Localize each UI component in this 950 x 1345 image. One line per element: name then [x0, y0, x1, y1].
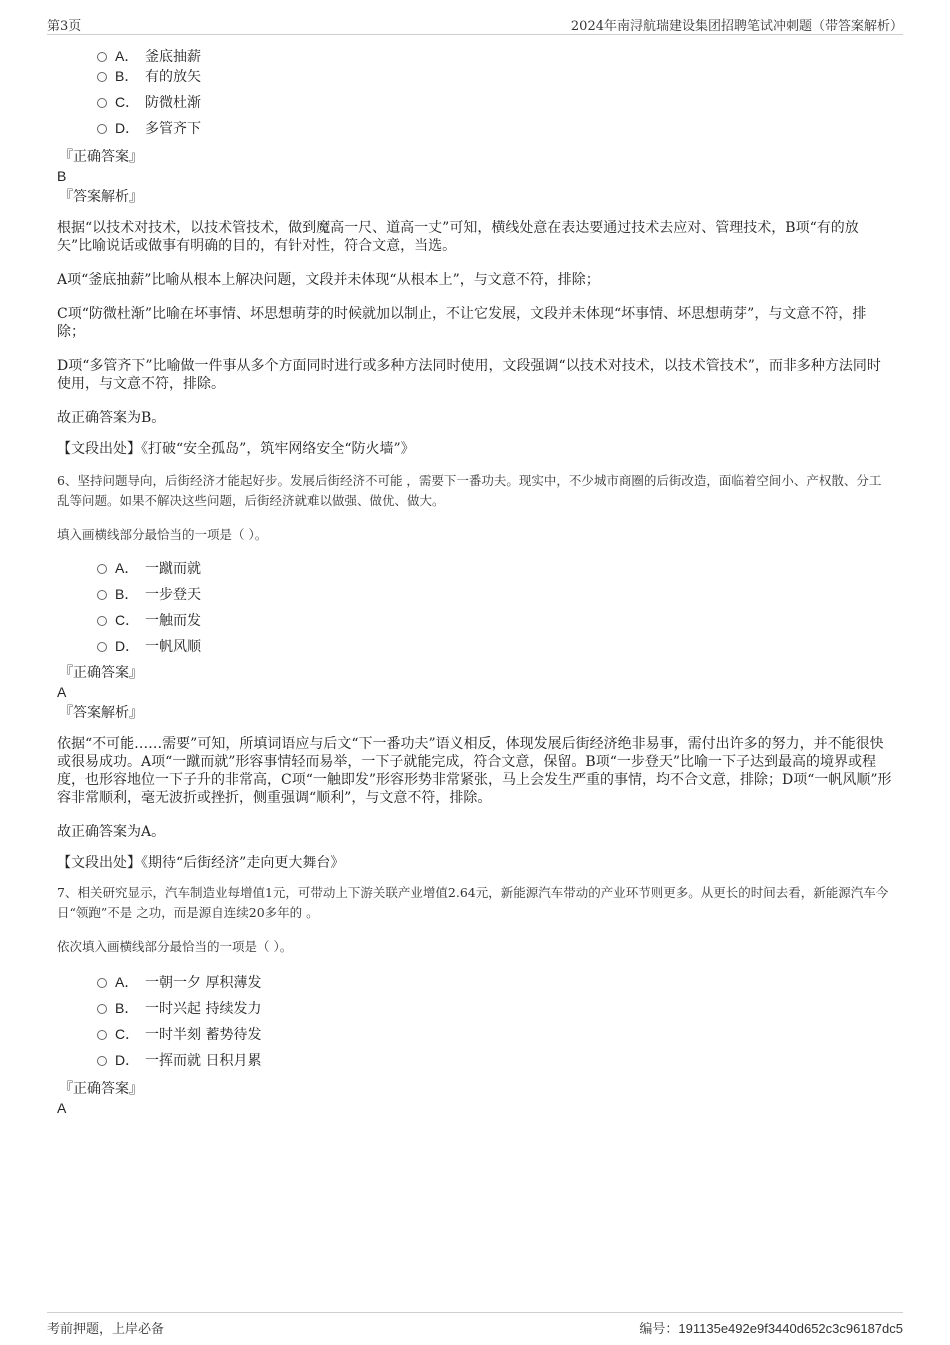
footer-slogan: 考前押题，上岸必备 — [47, 1322, 165, 1337]
radio-icon[interactable] — [97, 1004, 107, 1014]
q5-analysis-1: 根据“以技术对技术，以技术管技术，做到魔高一尺、道高一丈”可知，横线处意在表达要通过技术去应对、管理技术，B项“有的放矢”比喻说话或做事有明确的目的，有针对性，符合文意，当选。 — [57, 220, 859, 254]
document-title: 2024年南浔航瑞建设集团招聘笔试冲刺题（带答案解析） — [570, 19, 903, 34]
q7-option-a[interactable]: A． 一朝一夕 厚积薄发 — [97, 969, 893, 995]
q6-analysis-1: 依据“不可能……需要”可知，所填词语应与后文“下一番功夫”语义相反，体现发展后街经济绝非易事，需付出许多的努力，并不能很快或很易成功。A项“一蹴而就”形容事情轻而易举，一下子就能完成，符合文意，保留。B项“一步登天”比喻一下子达到最高的境界或程度，也形容地位一下子升的非常高，C项“一触即发”形容形势非常紧张，马上会发生严重的事情，均不合文意，排除；D项“一帆风顺”形容非常顺利，毫无波折或挫折，侧重强调“顺利”，与文意不符，排除。 — [57, 736, 892, 806]
q7-answer-label: 『正确答案』 — [59, 1081, 143, 1097]
q7-option-c[interactable]: C． 一时半刻 蓄势待发 — [97, 1021, 893, 1047]
page-footer — [47, 1312, 903, 1337]
q6-answer: A — [57, 684, 67, 700]
q6-option-a[interactable]: A． 一蹴而就 — [97, 555, 893, 581]
page-header — [47, 12, 903, 35]
document-id-value: 191135e492e9f3440d652c3c96187dc5 — [678, 1321, 903, 1336]
q7-option-b[interactable]: B． 一时兴起 持续发力 — [97, 995, 893, 1021]
q6-analysis-label: 『答案解析』 — [59, 705, 143, 721]
q5-analysis-3: C项“防微杜渐”比喻在坏事情、坏思想萌芽的时候就加以制止，不让它发展，文段并未体现“坏事情、坏思想萌芽”，与文意不符，排除； — [57, 306, 867, 340]
q6-answer-label: 『正确答案』 — [59, 665, 143, 681]
q5-options — [97, 43, 893, 141]
radio-icon[interactable] — [97, 590, 107, 600]
q5-analysis-2: A项“釜底抽薪”比喻从根本上解决问题，文段并未体现“从根本上”，与文意不符，排除； — [57, 272, 600, 288]
q5-option-b[interactable]: B． 有的放矢 — [97, 63, 893, 89]
radio-icon[interactable] — [97, 564, 107, 574]
q7-option-d[interactable]: D． 一挥而就 日积月累 — [97, 1047, 893, 1073]
q5-option-a[interactable]: A． 釜底抽薪 — [97, 43, 893, 69]
q6-options — [97, 555, 893, 659]
q6-option-d[interactable]: D． 一帆风顺 — [97, 633, 893, 659]
q7-question: 7、相关研究显示，汽车制造业每增值1元，可带动上下游关联产业增值2.64元，新能源汽车带动的产业环节则更多。从更长的时间去看，新能源汽车今日“领跑”不是 之功，而是源自连续20多年的 。 — [57, 885, 889, 920]
page-number: 第3页 — [47, 19, 82, 34]
q6-question: 6、坚持问题导向，后街经济才能起好步。发展后街经济不可能 ，需要下一番功夫。现实中，不少城市商圈的后街改造，面临着空间小、产权散、分工乱等问题。如果不解决这些问题，后街经济就难以做强、做优、做大。 — [57, 473, 882, 508]
radio-icon[interactable] — [97, 1056, 107, 1066]
q5-answer-label: 『正确答案』 — [59, 149, 143, 165]
radio-icon[interactable] — [97, 52, 107, 62]
q5-answer: B — [57, 168, 67, 184]
q5-analysis-label: 『答案解析』 — [59, 189, 143, 205]
radio-icon[interactable] — [97, 72, 107, 82]
q6-source: 【文段出处】《期待“后街经济”走向更大舞台》 — [57, 855, 345, 871]
radio-icon[interactable] — [97, 642, 107, 652]
q7-options — [97, 969, 893, 1073]
q5-analysis-4: D项“多管齐下”比喻做一件事从多个方面同时进行或多种方法同时使用，文段强调“以技术对技术，以技术管技术”，而非多种方法同时使用，与文意不符，排除。 — [57, 358, 881, 392]
radio-icon[interactable] — [97, 124, 107, 134]
q6-conclusion: 故正确答案为A。 — [57, 824, 166, 840]
document-id-label: 编号： — [639, 1322, 679, 1337]
q7-prompt: 依次填入画横线部分最恰当的一项是（ ）。 — [57, 939, 293, 954]
radio-icon[interactable] — [97, 978, 107, 988]
radio-icon[interactable] — [97, 98, 107, 108]
q7-answer: A — [57, 1100, 67, 1116]
q5-source: 【文段出处】《打破“安全孤岛”，筑牢网络安全“防火墙”》 — [57, 441, 415, 457]
q6-option-b[interactable]: B． 一步登天 — [97, 581, 893, 607]
q5-option-c[interactable]: C． 防微杜渐 — [97, 89, 893, 115]
radio-icon[interactable] — [97, 616, 107, 626]
page-content — [57, 40, 893, 1117]
q5-option-d[interactable]: D． 多管齐下 — [97, 115, 893, 141]
document-id — [639, 1318, 903, 1337]
q6-option-c[interactable]: C． 一触而发 — [97, 607, 893, 633]
radio-icon[interactable] — [97, 1030, 107, 1040]
q6-prompt: 填入画横线部分最恰当的一项是（ ）。 — [57, 527, 268, 542]
q5-conclusion: 故正确答案为B。 — [57, 410, 166, 426]
